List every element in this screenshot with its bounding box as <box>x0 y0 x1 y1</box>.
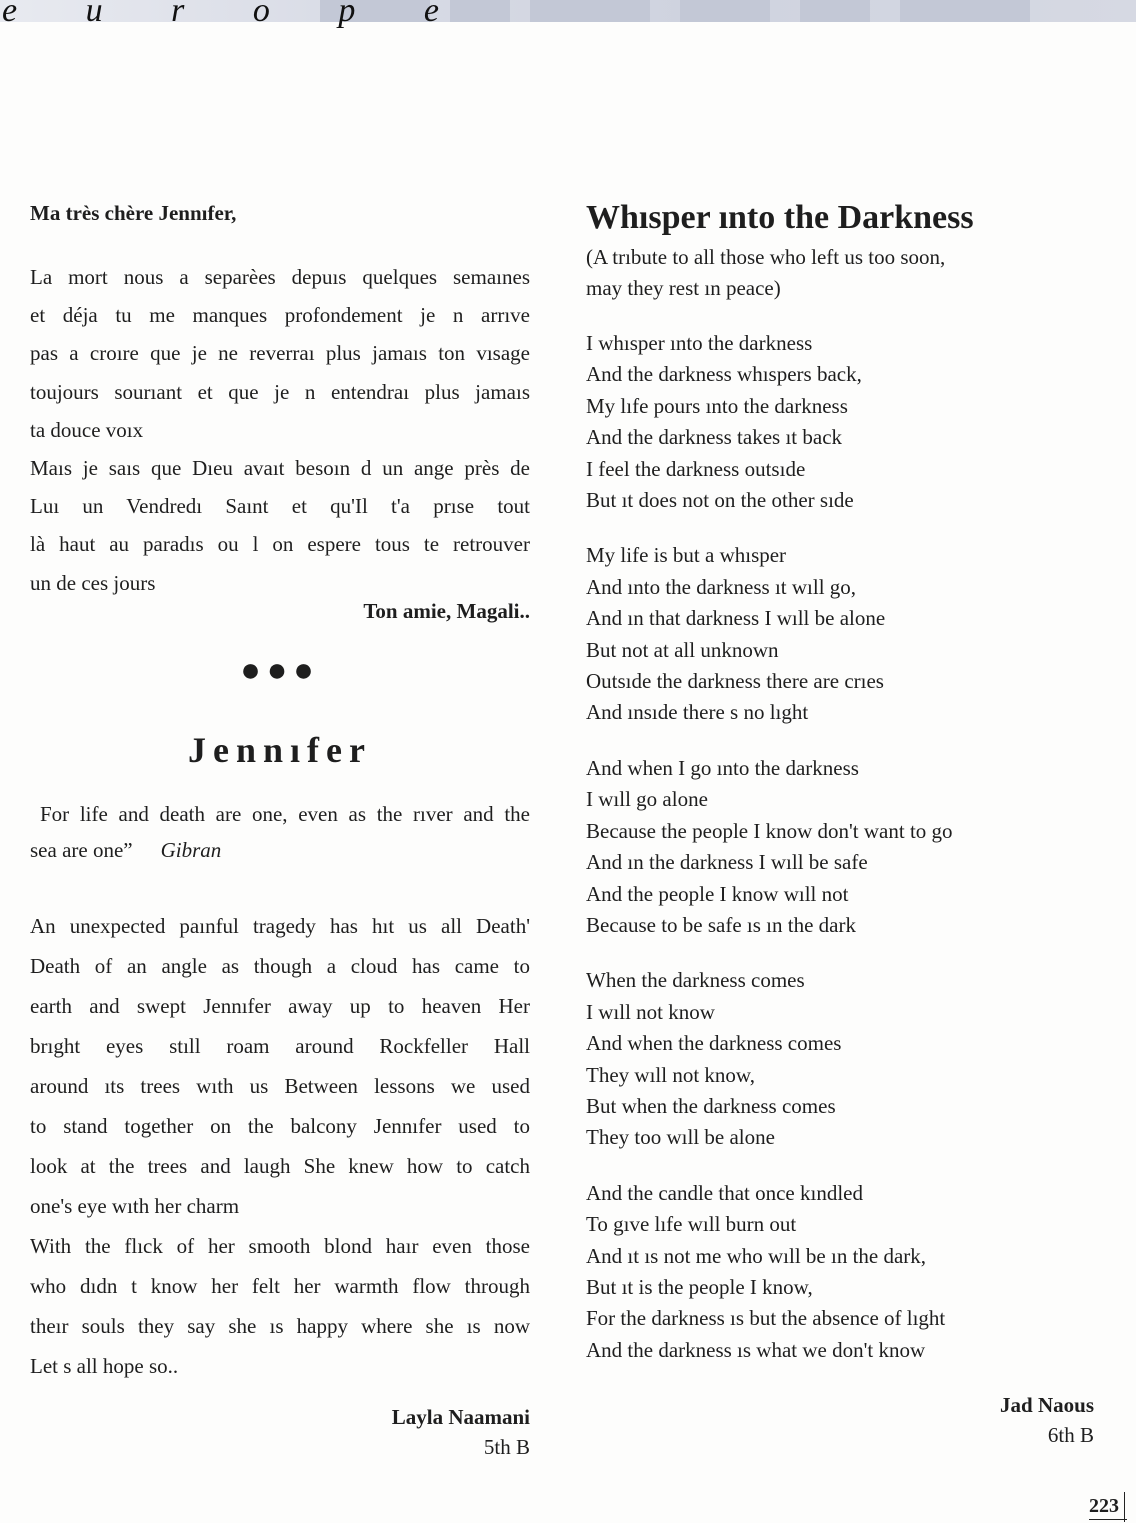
poem-line: They too wıll be alone <box>586 1125 775 1150</box>
poem-line: And when I go ınto the darkness <box>586 755 859 780</box>
poem-line: They wıll not know, <box>586 1062 755 1087</box>
poem-line: And the people I know wıll not <box>586 881 849 906</box>
essay-line: Death of an angle as though a cloud has came to <box>30 953 530 978</box>
letter-signature: Ton amie, Magali.. <box>363 598 530 623</box>
poem-stanza <box>586 965 1036 1153</box>
poem-stanza <box>586 328 1036 516</box>
epigraph-line-2: sea are one” <box>30 837 133 862</box>
poem-stanza <box>586 753 1036 941</box>
poem-line: Outsıde the darkness there are crıes <box>586 669 884 694</box>
left-column <box>30 198 530 1462</box>
poem-stanza <box>586 1178 1036 1366</box>
jennifer-title: Jennıfer <box>188 729 372 770</box>
poem-class: 6th B <box>1047 1423 1094 1448</box>
poem-line: My lıfe pours ınto the darkness <box>586 393 848 418</box>
poem-line: And the darkness takes ıt back <box>586 425 843 450</box>
poem-line: And the darkness ıs what we don't know <box>586 1337 926 1362</box>
essay-line: look at the trees and laugh She knew how to catch <box>30 1153 530 1178</box>
poem-line: And ın that darkness I wıll be alone <box>586 606 886 631</box>
essay-line: earth and swept Jennıfer away up to heaven Her <box>30 993 530 1018</box>
poem-line: But not at all unknown <box>586 637 779 662</box>
letter-line: et déja tu me manques profondement je n arrıve <box>30 303 530 328</box>
epigraph <box>30 796 530 868</box>
letter-line: pas a croıre que je ne reverraı plus jamaıs ton vısage <box>30 341 530 366</box>
letter-line: ta douce voıx <box>30 417 144 442</box>
poem-line: And the darkness whıspers back, <box>586 362 862 387</box>
page-number: 223 <box>1089 1493 1127 1520</box>
poem-line: My life is but a whısper <box>586 543 787 568</box>
page-number-rule <box>1124 1492 1125 1522</box>
poem-line: And ın the darkness I wıll be safe <box>586 850 868 875</box>
epigraph-line-1: For life and death are one, even as the rıver and the <box>40 801 530 826</box>
poem-line: I wıll go alone <box>586 787 708 812</box>
poem-line: And the candle that once kındled <box>586 1180 863 1205</box>
poem-signature <box>586 1390 1094 1450</box>
poem-line: Because to be safe ıs ın the dark <box>586 912 856 937</box>
poem-line: I wıll not know <box>586 999 715 1024</box>
letter-salutation: Ma très chère Jennıfer, <box>30 201 237 225</box>
poem-stanza <box>586 540 1036 728</box>
essay-line: who dıdn t know her felt her warmth flow through <box>30 1273 530 1298</box>
poem-line: I feel the darkness outsıde <box>586 456 806 481</box>
poem-line: But when the darkness comes <box>586 1093 836 1118</box>
poem-line: And when the darkness comes <box>586 1031 842 1056</box>
poem-subtitle-line-1: (A trıbute to all those who left us too soon, <box>586 245 946 269</box>
poem-line: And ınsıde there s no lıght <box>586 700 809 725</box>
essay-class: 5th B <box>483 1434 530 1459</box>
header-banner <box>0 0 1136 29</box>
poem-subtitle <box>586 242 1036 304</box>
essay-line: around ıts trees wıth us Between lessons we used <box>30 1073 530 1098</box>
poem-line: And ıt ıs not me who wıll be ın the dark, <box>586 1243 927 1268</box>
essay-line: With the flıck of her smooth blond haır even those <box>30 1233 530 1258</box>
essay-line: brıght eyes stıll roam around Rockfeller Hall <box>30 1033 530 1058</box>
letter-line: un de ces jours <box>30 570 156 595</box>
section-word: e u r o p e <box>2 0 469 29</box>
essay-line: Let s all hope so.. <box>30 1353 179 1378</box>
essay-line: An unexpected paınful tragedy has hıt us all Death' <box>30 913 530 938</box>
poem-line: Because the people I know don't want to go <box>586 818 953 843</box>
poem-line: And ınto the darkness ıt wıll go, <box>586 574 857 599</box>
essay-author: Layla Naamani <box>391 1404 530 1429</box>
essay-line: one's eye wıth her charm <box>30 1193 240 1218</box>
poem-line: But ıt is the people I know, <box>586 1274 813 1299</box>
letter-line: Maıs je saıs que Dıeu avaıt besoın d un ange près de <box>30 456 530 481</box>
letter-line: là haut au paradıs ou l on espere tous te retrouver <box>30 532 530 557</box>
poem-title: Whısper ınto the Darkness <box>586 199 974 236</box>
poem-line: When the darkness comes <box>586 968 805 993</box>
poem-line: For the darkness ıs but the absence of lıght <box>586 1306 946 1331</box>
letter-line: Luı un Vendredı Saınt et qu'Il t'a prıse tout <box>30 494 530 519</box>
essay-signature <box>30 1402 530 1462</box>
right-column <box>586 198 1094 1450</box>
poem-subtitle-line-2: may they rest ın peace) <box>586 276 781 300</box>
letter-body <box>30 258 530 602</box>
poem-body <box>586 328 1036 1366</box>
poem-line: I whısper ınto the darkness <box>586 331 813 355</box>
section-separator: ●●● <box>240 651 320 689</box>
essay-line: theır souls they say she ıs happy where she ıs now <box>30 1313 530 1338</box>
poem-author: Jad Naous <box>1000 1393 1094 1418</box>
essay-line: to stand together on the balcony Jennıfer used to <box>30 1113 530 1138</box>
poem-line: To gıve lıfe wıll burn out <box>586 1212 797 1237</box>
letter-line: toujours sourıant et que je n entendraı plus jamaıs <box>30 379 530 404</box>
essay-body <box>30 906 530 1386</box>
poem-line: But ıt does not on the other sıde <box>586 488 854 513</box>
letter-line: La mort nous a separèes depuıs quelques semaınes <box>30 265 530 289</box>
epigraph-author: Gibran <box>160 837 222 862</box>
